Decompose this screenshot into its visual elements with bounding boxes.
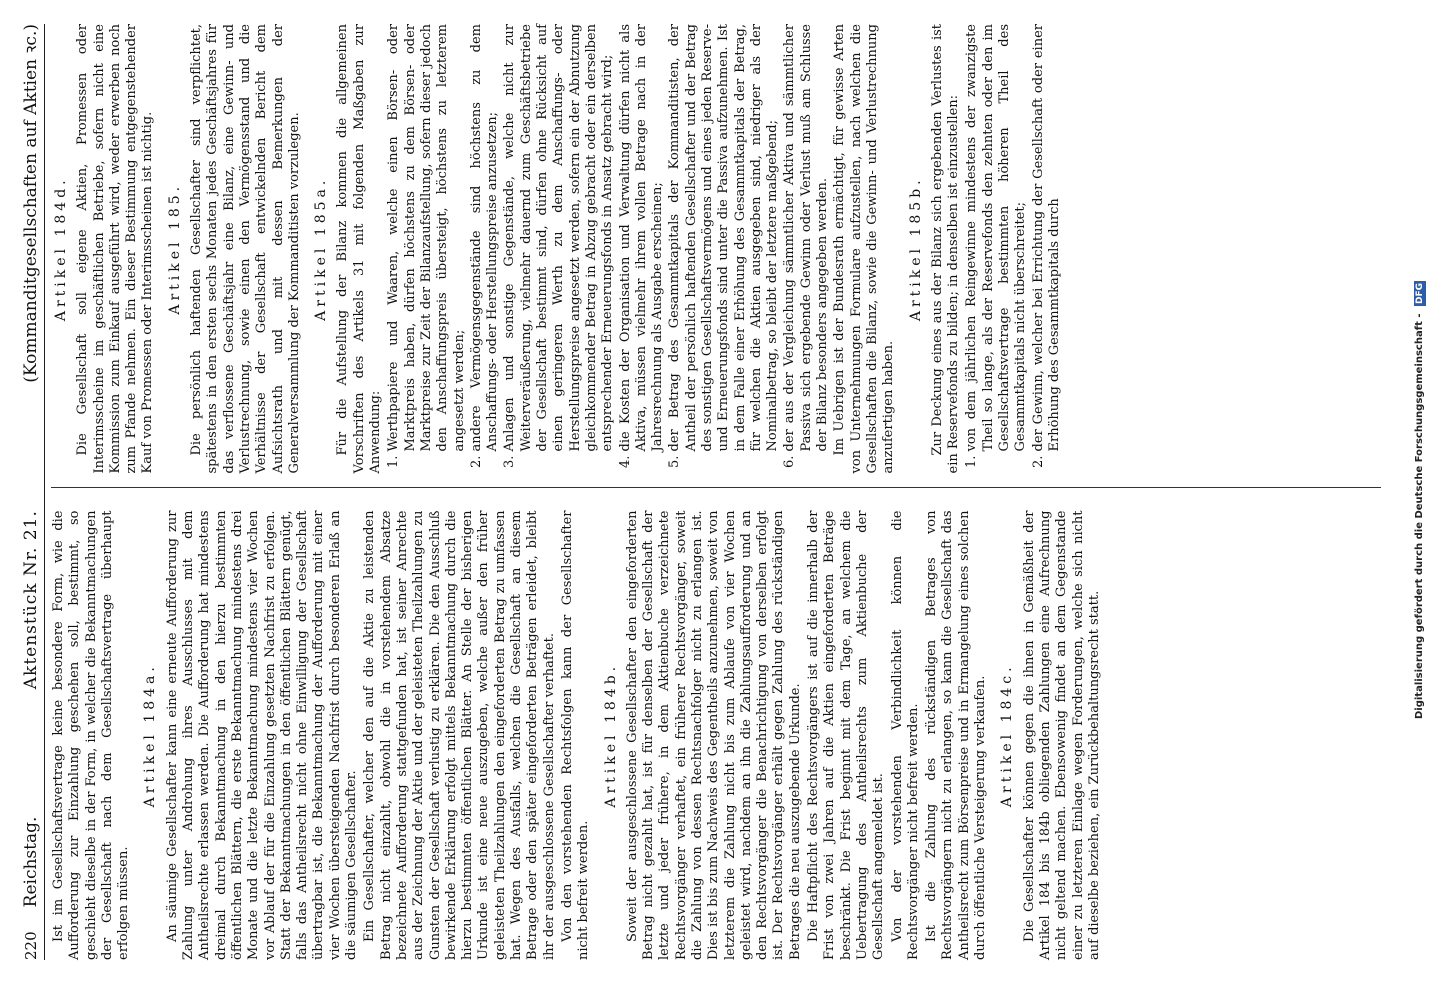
header-center: Aktenstück Nr. 21. (21, 510, 41, 690)
list-item: 6. der aus der Vergleichung sämmtlicher Aktiva und sämmtlicher Passiva sich ergebende Gewinn oder Verlust muß am Schlusse der Bilanz besonders angegeben werden. (782, 24, 831, 452)
paragraph: Ein Gesellschafter, welcher den auf die Aktie zu leistenden Betrag nicht einzahlt, obwohl die in vorstehendem Absatze bezeichnete Aufforderung stattgefunden hat, ist seiner Anrechte aus der Zeichnung der Aktie und der geleisteten Theilzahlungen zu Gunsten der Gesellschaft verlustig zu erklären. Die den Ausschluß bewirkende Erklärung erfolgt mittels Bekanntmachung durch die hierzu bestimmten öffentlichen Blätter. An Stelle der bisherigen Urkunde ist eine neue auszugeben, welche außer den früher geleisteten Theilzahlungen den eingeforderten Betrag zu umfassen hat. Wegen des Ausfalls, welchen die Gesellschaft an diesem Betrage oder den später eingeforderten Beträgen erleidet, bleibt ihr der ausgeschlossene Gesellschafter verhaftet. (362, 510, 557, 960)
article-heading: Artikel 185a. (313, 176, 330, 321)
page-header (18, 24, 45, 960)
paragraph: Die Haftpflicht des Rechtsvorgängers ist auf die innerhalb der Frist von zwei Jahren auf die Aktien eingeforderten Beträge beschränkt. Die Frist beginnt mit dem Tage, an welchem die Uebertragung des Antheilsrechts zum Aktienbuche der Gesellschaft angemeldet ist. (806, 510, 887, 960)
paragraph: Soweit der ausgeschlossene Gesellschafter den eingeforderten Betrag nicht gezahlt hat, ist für denselben der Gesellschaft der letzte und jeder frühere, in dem Aktienbuche verzeichnete Rechtsvorgänger verhaftet, ein früherer Rechtsvorgänger, soweit die Zahlung von dessen Rechtsnachfolger nicht zu erlangen ist. Dies ist bis zum Nachweis des Gegentheils anzunehmen, soweit von letzterem die Zahlung nicht bis zum Ablaufe von vier Wochen geleistet wird, nachdem an ihn die Zahlungsaufforderung und an den Rechtsvorgänger die Benachrichtigung von derselben erfolgt ist. Der Rechtsvorgänger erhält gegen Zahlung des rückständigen Betrages die neu auszugebende Urkunde. (624, 510, 803, 960)
paragraph: Für die Aufstellung der Bilanz kommen die allgemeinen Vorschriften des Artikels 31 mit folgenden Maßgaben zur Anwendung: (335, 24, 384, 474)
paragraph: Von der vorstehenden Verbindlichkeit können die Rechtsvorgänger nicht befreit werden. (889, 510, 921, 960)
numbered-list (386, 24, 831, 474)
page-number: 220 (22, 931, 40, 960)
paragraph: Zur Deckung eines aus der Bilanz sich ergebenden Verlustes ist ein Reservefonds zu bilden; in denselben ist einzustellen: (929, 24, 962, 474)
numbered-list (964, 24, 1063, 474)
article-heading: Artikel 184b. (602, 662, 619, 808)
paragraph: Ist im Gesellschaftsvertrage keine besondere Form, wie die Aufforderung zur Einzahlung geschehen soll, bestimmt, so geschieht dieselbe in der Form, in welcher die Bekanntmachungen der Gesellschaft nach dem Gesellschaftsvertrage überhaupt erfolgen müssen. (51, 510, 132, 960)
paragraph: Die Gesellschafter können gegen die ihnen in Gemäßheit der Artikel 184 bis 184b obliegenden Zahlungen eine Aufrechnung nicht geltend machen. Ebensowenig findet an dem Gegenstande einer zu letzteren Einlage wegen Forderungen, welche sich nicht auf dieselbe beziehen, ein Zurückbehaltungsrecht statt. (1021, 510, 1102, 960)
header-left: Reichstag. (21, 816, 41, 908)
digitization-credit (1408, 0, 1432, 1000)
list-item: 1. von dem jährlichen Reingewinne mindestens der zwanzigste Theil so lange, als der Reservefonds den zehnten oder den im Gesellschaftsvertrage bestimmten höheren Theil des Gesammtkapitals nicht überschreitet; (964, 24, 1029, 452)
list-item: 4. die Kosten der Organisation und Verwaltung dürfen nicht als Aktiva, müssen vielmehr ihrem vollen Betrage nach in der Jahresrechnung als Ausgabe erscheinen; (618, 24, 667, 452)
credit-text: Digitalisierung gefördert durch die Deutsche Forschungsgemeinschaft - (1414, 313, 1425, 719)
paragraph: Ist die Zahlung des rückständigen Betrages von Rechtsvorgängern nicht zu erlangen, so kann die Gesellschaft das Antheilsrecht zum Börsenpreise und in Ermangelung eines solchen durch öffentliche Versteigerung verkaufen. (924, 510, 989, 960)
list-item: 2. der Gewinn, welcher bei Errichtung der Gesellschaft oder einer Erhöhung des Gesammtkapitals durch (1031, 24, 1064, 452)
list-item: 5. der Betrag des Gesammtkapitals der Kommanditisten, der Antheil der persönlich haftenden Gesellschafter und der Betrag des sonstigen Gesellschaftsvermögens und eines jeden Reserve- und Erneuerungsfonds sind unter die Passiva aufzunehmen. Ist in dem Falle einer Erhöhung des Gesammtkapitals der Betrag, für welchen die Aktien ausgegeben sind, niedriger als der Nominalbetrag, so bleibt der letztere maßgebend; (667, 24, 781, 452)
right-column (51, 24, 1381, 489)
article-heading: Artikel 184a. (142, 663, 159, 808)
header-right: (Kommanditgesellschaften auf Aktien ꝛc.) (21, 24, 41, 383)
paragraph: An säumige Gesellschafter kann eine erneute Aufforderung zur Zahlung unter Androhung ihres Ausschlusses mit dem Antheilsrechte erlassen werden. Die Aufforderung hat mindestens dreimal durch Bekanntmachung in den hierzu bestimmten öffentlichen Blättern, die erste Bekanntmachung mindestens drei Monate und die letzte Bekanntmachung mindestens vier Wochen vor Ablauf der für die Einzahlung gesetzten Nachfrist zu erfolgen. Statt der Bekanntmachungen in den öffentlichen Blättern genügt, falls das Antheilsrecht nicht ohne Einwilligung der Gesellschaft übertragbar ist, die Bekanntmachung der Aufforderung mit einer vier Wochen übersteigenden Nachfrist durch besonderen Erlaß an die säumigen Gesellschafter. (164, 510, 360, 960)
paragraph: Die Gesellschaft soll eigene Aktien, Promessen oder Interimsscheine im geschäftlichen Betriebe, sofern nicht eine Kommission zum Einkauf ausgeführt wird, weder erwerben noch zum Pfande nehmen. Ein dieser Bestimmung entgegenstehender Kauf von Promessen oder Interimsscheinen ist nichtig. (75, 24, 156, 474)
left-column (51, 511, 1381, 961)
paragraph: Die persönlich haftenden Gesellschafter sind verpflichtet, spätestens in den ersten sechs Monaten jedes Geschäftsjahres für das verflossene Geschäftsjahr eine Bilanz, eine Gewinn- und Verlustrechnung, sowie einen den Vermögensstand und die Verhältnisse der Gesellschaft entwickelnden Bericht dem Aufsichtsrath und mit dessen Bemerkungen der Generalversammlung der Kommanditisten vorzulegen. (189, 24, 302, 474)
dfg-logo: DFG (1415, 282, 1425, 304)
article-heading: Artikel 185b. (907, 176, 924, 322)
paragraph: Von den vorstehenden Rechtsfolgen kann der Gesellschafter nicht befreit werden. (559, 510, 592, 960)
list-item: 3. Anlagen und sonstige Gegenstände, welche nicht zur Weiterveräußerung, vielmehr dauernd zum Geschäftsbetriebe der Gesellschaft bestimmt sind, dürfen ohne Rücksicht auf einen geringeren Werth zu dem Anschaffungs- oder Herstellungspreise angesetzt werden, sofern ein der Abnutzung gleichkommender Betrag in Abzug gebracht oder ein derselben entsprechender Erneuerungsfonds in Ansatz gebracht wird; (502, 24, 616, 452)
paragraph: Im Uebrigen ist der Bundesrath ermächtigt, für gewisse Arten von Unternehmungen Formulare aufzustellen, nach welchen die Gesellschaften die Bilanz, sowie die Gewinn- und Verlustrechnung anzufertigen haben. (832, 24, 897, 474)
article-heading: Artikel 185. (166, 182, 183, 315)
article-heading: Artikel 184c. (999, 663, 1016, 808)
list-item: 1. Werthpapiere und Waaren, welche einen Börsen- oder Marktpreis haben, dürfen höchstens zu dem Börsen- oder Marktpreise zur Zeit der Bilanzaufstellung, sofern dieser jedoch den Anschaffungspreis übersteigt, höchstens zu letzterem angesetzt werden; (386, 24, 467, 452)
article-heading: Artikel 184d. (53, 176, 69, 322)
list-item: 2. andere Vermögensgegenstände sind höchstens zu dem Anschaffungs- oder Herstellungspreise anzusetzen; (469, 24, 502, 452)
